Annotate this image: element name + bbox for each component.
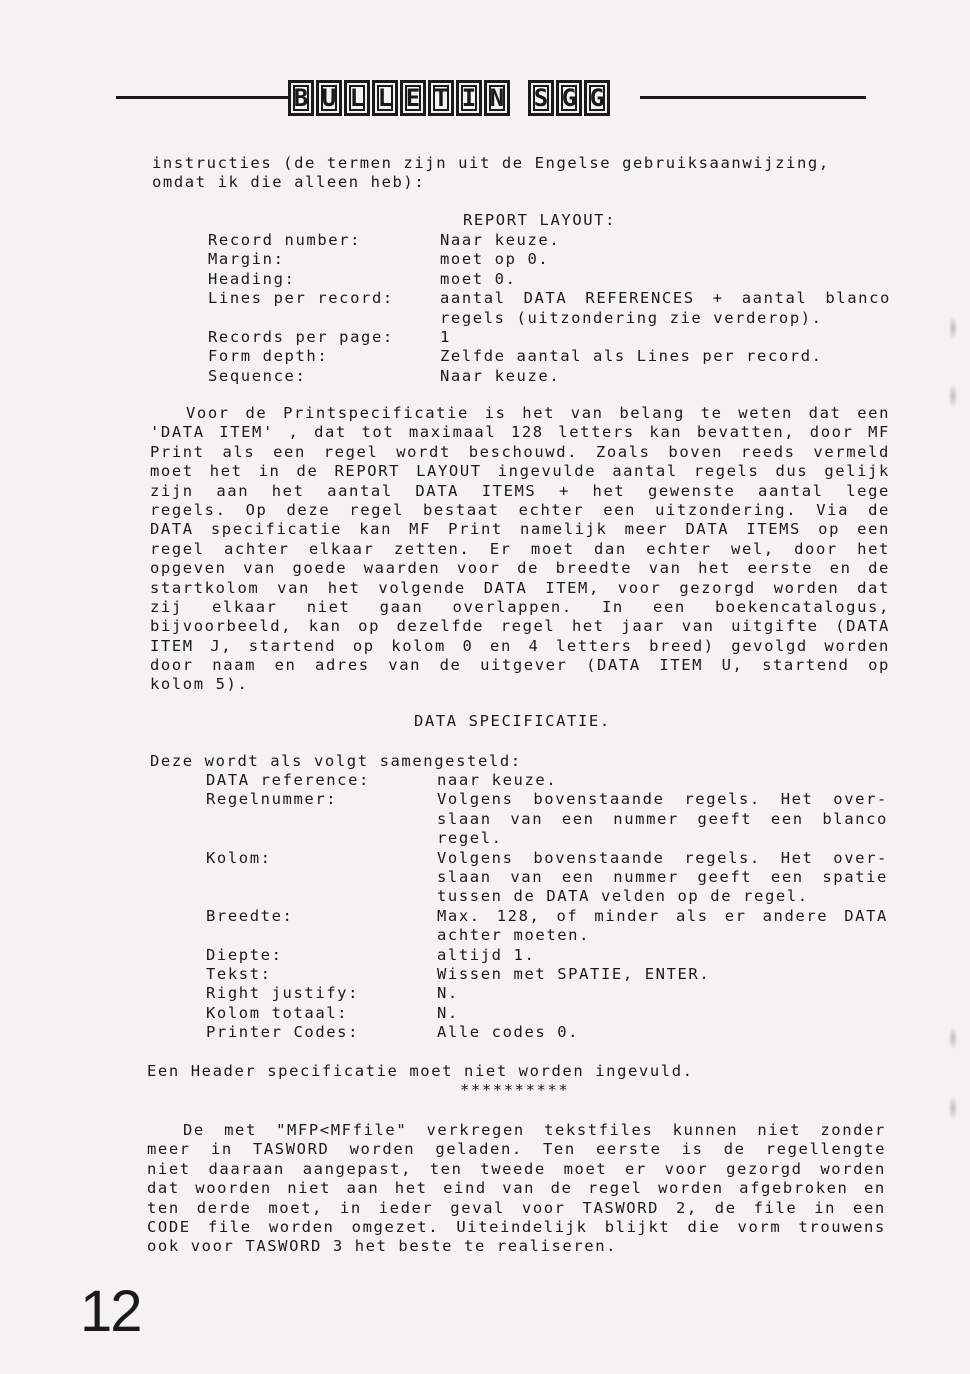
data-row-value: Max. 128, of minder als er andere DATA achter moeten. — [437, 906, 888, 945]
paragraph-line: regel achter elkaar zetten. Er moet dan echter wel, door het — [150, 539, 890, 558]
data-row-value: N. — [437, 984, 459, 1003]
paragraph-line: 'DATA ITEM' , dat tot maximaal 128 letters kan bevatten, door MF — [150, 423, 890, 442]
report-row-value: Naar keuze. — [440, 366, 561, 385]
data-row-value: Wissen met SPATIE, ENTER. — [437, 965, 711, 983]
paragraph-line: zij elkaar niet gaan overlappen. In een boekencatalogus, — [150, 597, 890, 616]
scan-mark — [948, 1026, 958, 1050]
paragraph-line: Voor de Printspecificatie is het van belang te weten dat een — [186, 404, 890, 422]
page-number: 12 — [80, 1279, 141, 1344]
report-row-label: Lines per record: — [208, 289, 394, 308]
scan-mark — [948, 316, 958, 340]
report-row-value: moet op 0. — [440, 250, 550, 269]
report-row-label: Form depth: — [208, 347, 329, 366]
data-row-value: naar keuze. — [437, 771, 558, 789]
masthead-letter: T — [428, 80, 454, 116]
data-specificatie-heading: DATA SPECIFICATIE. — [414, 712, 611, 730]
paragraph-line: Print als een regel wordt beschouwd. Zoals boven reeds vermeld — [150, 442, 890, 461]
paragraph-line: meer in TASWORD worden geladen. Ten eerste is de regellengte — [147, 1140, 886, 1159]
masthead-letter: L — [372, 80, 398, 116]
paragraph-line: startkolom van het volgende DATA ITEM, voor gezorgd worden dat — [150, 578, 890, 597]
report-row-label: Heading: — [208, 269, 296, 288]
report-row-label: Record number: — [208, 231, 362, 249]
report-row-value: aantal DATA REFERENCES + aantal blanco regels (uitzondering zie verderop). — [440, 289, 891, 327]
paragraph-printspecificatie — [150, 404, 890, 695]
paragraph-line: zijn aan het aantal DATA ITEMS + het gewenste aantal lege — [150, 481, 890, 500]
masthead-letter: G — [584, 80, 610, 116]
data-row-label: Kolom totaal: — [206, 1003, 349, 1022]
report-row-label: Records per page: — [208, 328, 394, 346]
data-row-label: Printer Codes: — [206, 1023, 360, 1042]
masthead-letter: N — [484, 80, 510, 116]
data-row-value: altijd 1. — [437, 945, 536, 964]
data-row-value: N. — [437, 1003, 459, 1022]
masthead-rule-left — [116, 96, 288, 99]
data-row-value: Volgens bovenstaande regels. Het over- slaan van een nummer geeft een blanco regel. — [437, 790, 888, 848]
paragraph-tasword — [147, 1121, 886, 1257]
paragraph-line: ITEM J, startend op kolom 0 en 4 letters breed) gevolgd worden — [150, 636, 890, 655]
report-layout-heading: REPORT LAYOUT: — [463, 211, 617, 229]
paragraph-line: ten derde moet, in ieder geval voor TASWORD 2, de file in een — [147, 1198, 886, 1217]
report-row-label: Margin: — [208, 250, 285, 269]
report-row-label: Sequence: — [208, 366, 307, 385]
data-row-label: Diepte: — [206, 945, 283, 964]
paragraph-line: kolom 5). — [150, 675, 249, 694]
paragraph-line: De met "MFP<MFfile" verkregen tekstfiles kunnen niet zonder — [183, 1121, 886, 1139]
masthead-letter: U — [316, 80, 342, 116]
report-row-value: Zelfde aantal als Lines per record. — [440, 347, 823, 366]
masthead-letter: E — [400, 80, 426, 116]
paragraph-line: niet daaraan aangepast, ten tweede moet er voor gezorgd worden — [147, 1159, 886, 1178]
data-row-value: Alle codes 0. — [437, 1023, 580, 1042]
paragraph-line: ook voor TASWORD 3 het beste te realiseren. — [147, 1237, 618, 1256]
report-row-value: moet 0. — [440, 269, 517, 288]
masthead-letter: I — [456, 80, 482, 116]
data-row-label: Breedte: — [206, 906, 294, 925]
paragraph-line: opgeven van goede waarden voor de breedte van het eerste en de — [150, 559, 890, 578]
masthead-letter: G — [556, 80, 582, 116]
header-note: Een Header specificatie moet niet worden ingevuld. — [147, 1062, 694, 1080]
scan-mark — [948, 1096, 958, 1120]
masthead-letter: B — [288, 80, 314, 116]
scan-mark — [948, 384, 958, 408]
intro-line-2: omdat ik die alleen heb): — [152, 173, 426, 191]
paragraph-line: moet het in de REPORT LAYOUT ingevulde aantal regels dus gelijk — [150, 462, 890, 481]
paragraph-line: dat woorden niet aan het eind van de regel worden afgebroken en — [147, 1179, 886, 1198]
paragraph-line: regels. Op deze regel bestaat echter een uitzondering. Via de — [150, 500, 890, 519]
paragraph-line: door naam en adres van de uitgever (DATA ITEM U, startend op — [150, 656, 890, 675]
masthead-letter: S — [528, 80, 554, 116]
data-row-label: Kolom: — [206, 848, 272, 867]
data-row-label: DATA reference: — [206, 771, 370, 789]
masthead-logo — [288, 78, 610, 118]
report-row-value: 1 — [440, 328, 451, 346]
masthead-letter: L — [344, 80, 370, 116]
separator-stars: ********** — [460, 1081, 570, 1099]
data-specificatie-intro: Deze wordt als volgt samengesteld: — [150, 752, 522, 770]
paragraph-line: CODE file worden omgezet. Uiteindelijk blijkt die vorm trouwens — [147, 1217, 886, 1236]
masthead-rule-right — [640, 96, 866, 99]
data-row-label: Right justify: — [206, 984, 360, 1003]
paragraph-line: bijvoorbeeld, kan op dezelfde regel het jaar van uitgifte (DATA — [150, 617, 890, 636]
data-row-label: Regelnummer: — [206, 790, 338, 809]
paragraph-line: DATA specificatie kan MF Print namelijk meer DATA ITEMS op een — [150, 520, 890, 539]
data-row-value: Volgens bovenstaande regels. Het over- slaan van een nummer geeft een spatie tussen de DATA velden op de regel. — [437, 848, 888, 906]
report-row-value: Naar keuze. — [440, 231, 561, 249]
data-row-label: Tekst: — [206, 965, 272, 983]
intro-line-1: instructies (de termen zijn uit de Engelse gebruiksaanwijzing, — [152, 154, 830, 172]
